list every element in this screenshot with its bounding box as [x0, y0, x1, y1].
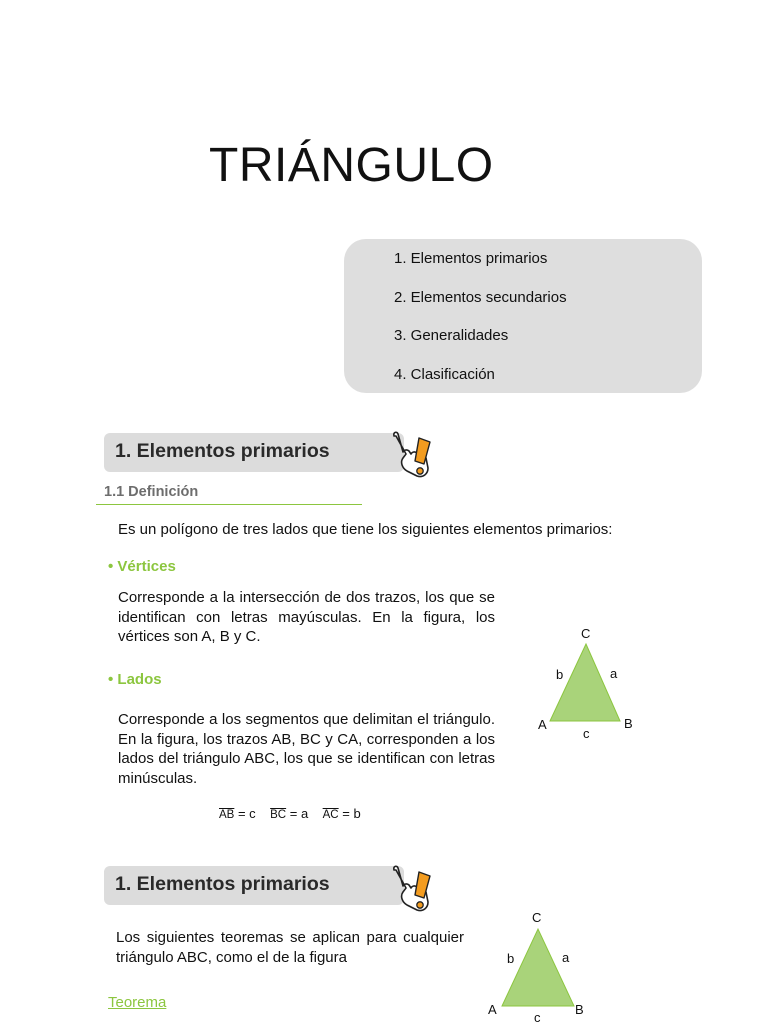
triangle-figure-2 — [480, 905, 600, 1024]
vertex-label-c: C — [581, 626, 591, 641]
equation-bc — [270, 806, 308, 821]
segment-ab: $\overline{AB}$ — [219, 809, 235, 821]
segment-ac: $\overline{AC}$ — [322, 809, 339, 821]
section-header-label: 1. Elementos primarios — [115, 440, 330, 462]
page-title: TRIÁNGULO — [209, 139, 494, 192]
triangle-shape — [550, 644, 620, 721]
vertex-label-a: A — [538, 717, 547, 732]
side-equations — [219, 806, 361, 821]
section-header-label-2: 1. Elementos primarios — [115, 873, 330, 895]
subheading-definition: 1.1 Definición — [104, 484, 199, 500]
sides-description: Corresponde a los segmentos que delimitan el triángulo. En la figura, los trazos AB, BC y CA, corresponden a los lados del triángulo ABC, los que se identifican con letras minúsculas. — [118, 711, 495, 787]
toc-item-4[interactable]: 4. Clasificación — [394, 365, 495, 383]
side-label-a-2: a — [562, 950, 570, 965]
pointing-hand-alert-icon-2 — [390, 864, 436, 916]
bullet-vertices: • Vértices — [108, 558, 176, 575]
definition-intro: Es un polígono de tres lados que tiene los siguientes elementos primarios: — [118, 521, 613, 538]
vertex-label-a-2: A — [488, 1002, 497, 1017]
vertex-label-b-2: B — [575, 1002, 584, 1017]
pointing-hand-alert-icon — [390, 430, 436, 482]
equation-ab-value: = c — [237, 806, 256, 821]
side-label-b: b — [556, 667, 564, 682]
equation-bc-value: = a — [289, 806, 309, 821]
toc-item-1[interactable]: 1. Elementos primarios — [394, 250, 548, 267]
toc-item-2[interactable]: 2. Elementos secundarios — [394, 288, 567, 306]
table-of-contents — [344, 239, 702, 393]
section-header-primary-elements-2 — [104, 866, 404, 905]
theorems-intro: Los siguientes teoremas se aplican para cualquier triángulo ABC, como el de la figura — [116, 929, 464, 966]
equation-ac-value: = b — [342, 806, 361, 821]
subheading-underline — [96, 504, 362, 505]
side-label-c: c — [583, 726, 590, 741]
triangle-figure-1 — [530, 620, 650, 745]
toc-item-3[interactable]: 3. Generalidades — [394, 327, 509, 344]
vertex-label-b: B — [624, 716, 633, 731]
equation-ab — [219, 806, 256, 821]
side-label-c-2: c — [534, 1010, 541, 1024]
section-header-primary-elements — [104, 433, 404, 472]
equation-ac — [323, 806, 361, 821]
theorem-link[interactable]: Teorema — [108, 994, 167, 1011]
triangle-shape-2 — [502, 929, 574, 1006]
segment-bc: $\overline{BC}$ — [270, 809, 287, 821]
side-label-a: a — [610, 666, 618, 681]
vertex-label-c-2: C — [532, 910, 542, 925]
side-label-b-2: b — [507, 951, 515, 966]
bullet-sides: • Lados — [108, 671, 162, 688]
vertices-description: Corresponde a la intersección de dos trazos, los que se identifican con letras mayúsculas. En la figura, los vértices son A, B y C. — [118, 589, 495, 645]
